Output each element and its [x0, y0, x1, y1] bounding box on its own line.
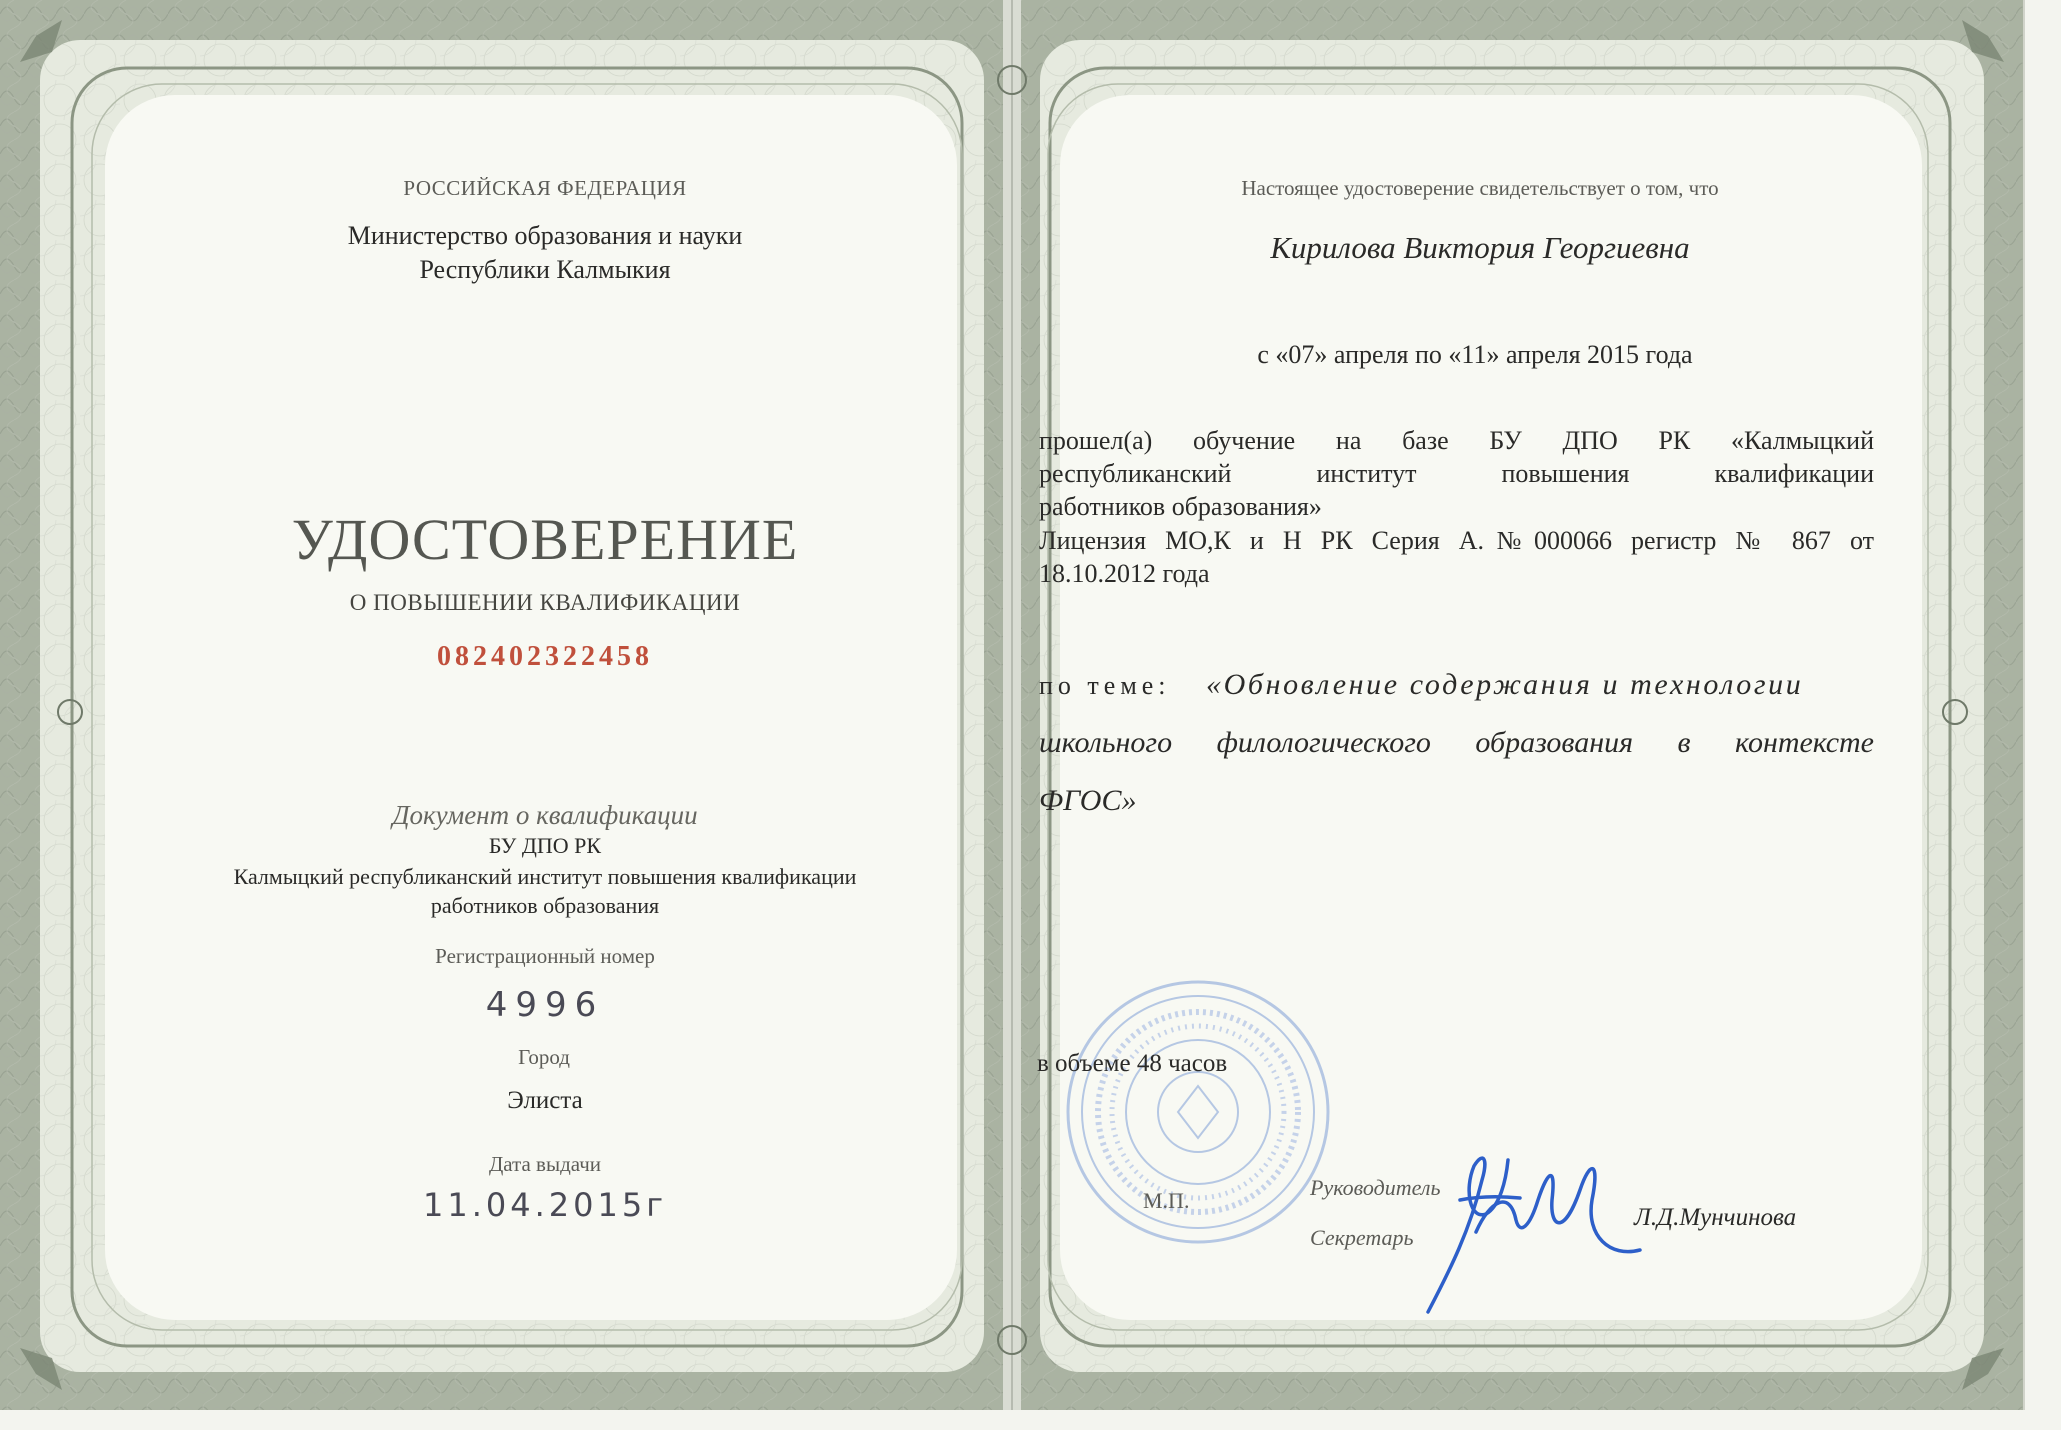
issue-date-value: 11.04.2015г — [422, 1186, 668, 1224]
document-subtitle: О ПОВЫШЕНИИ КВАЛИФИКАЦИИ — [349, 590, 741, 615]
reg-number-label: Регистрационный номер — [435, 944, 655, 968]
secretary-label: Секретарь — [1310, 1225, 1414, 1250]
holder-full-name: Кирилова Виктория Георгиевна — [1270, 230, 1690, 265]
course-volume: в объеме 48 часов — [1037, 1050, 1228, 1077]
topic-line-1: «Обновление содержания и технологии — [1206, 668, 1804, 701]
reg-number-value: 4996 — [485, 985, 605, 1025]
city-label: Город — [518, 1045, 570, 1069]
training-line-3: работников образования» — [1039, 492, 1322, 521]
training-period: с «07» апреля по «11» апреля 2015 года — [1257, 340, 1693, 369]
ministry-line-2: Республики Калмыкия — [419, 255, 671, 284]
ministry-line-1: Министерство образования и науки — [347, 221, 743, 250]
country-name: РОССИЙСКАЯ ФЕДЕРАЦИЯ — [403, 176, 687, 200]
training-line-2: республиканский институт повышения квалификации — [1039, 459, 1874, 488]
director-name: Л.Д.Мунчинова — [1634, 1204, 1797, 1231]
qualification-doc-label: Документ о квалификации — [392, 800, 698, 830]
institution-short-name: БУ ДПО РК — [488, 833, 602, 858]
institution-name-line-1: Калмыцкий республиканский институт повышения квалификации — [233, 864, 857, 889]
issue-date-label: Дата выдачи — [488, 1152, 602, 1176]
intro-text: Настоящее удостоверение свидетельствует о том, что — [1241, 176, 1719, 200]
topic-prefix: по теме: — [1039, 671, 1171, 700]
city-value: Элиста — [507, 1087, 583, 1114]
topic-line-3: ФГОС» — [1039, 784, 1137, 817]
topic-line-2: школьного филологического образования в контексте — [1039, 726, 1874, 759]
topic-row-1 — [1039, 668, 1874, 702]
seal-label: М.П. — [1143, 1188, 1190, 1213]
license-line-2: 18.10.2012 года — [1039, 559, 1210, 588]
training-line-1: прошел(а) обучение на базе БУ ДПО РК «Калмыцкий — [1039, 426, 1874, 455]
document-title: УДОСТОВЕРЕНИЕ — [291, 507, 799, 572]
license-line-1: Лицензия МО,К и Н РК Серия А.№000066 регистр № 867 от — [1039, 526, 1874, 555]
institution-name-line-2: работников образования — [430, 893, 660, 918]
serial-number: 082402322458 — [437, 641, 653, 672]
director-label: Руководитель — [1310, 1175, 1441, 1200]
